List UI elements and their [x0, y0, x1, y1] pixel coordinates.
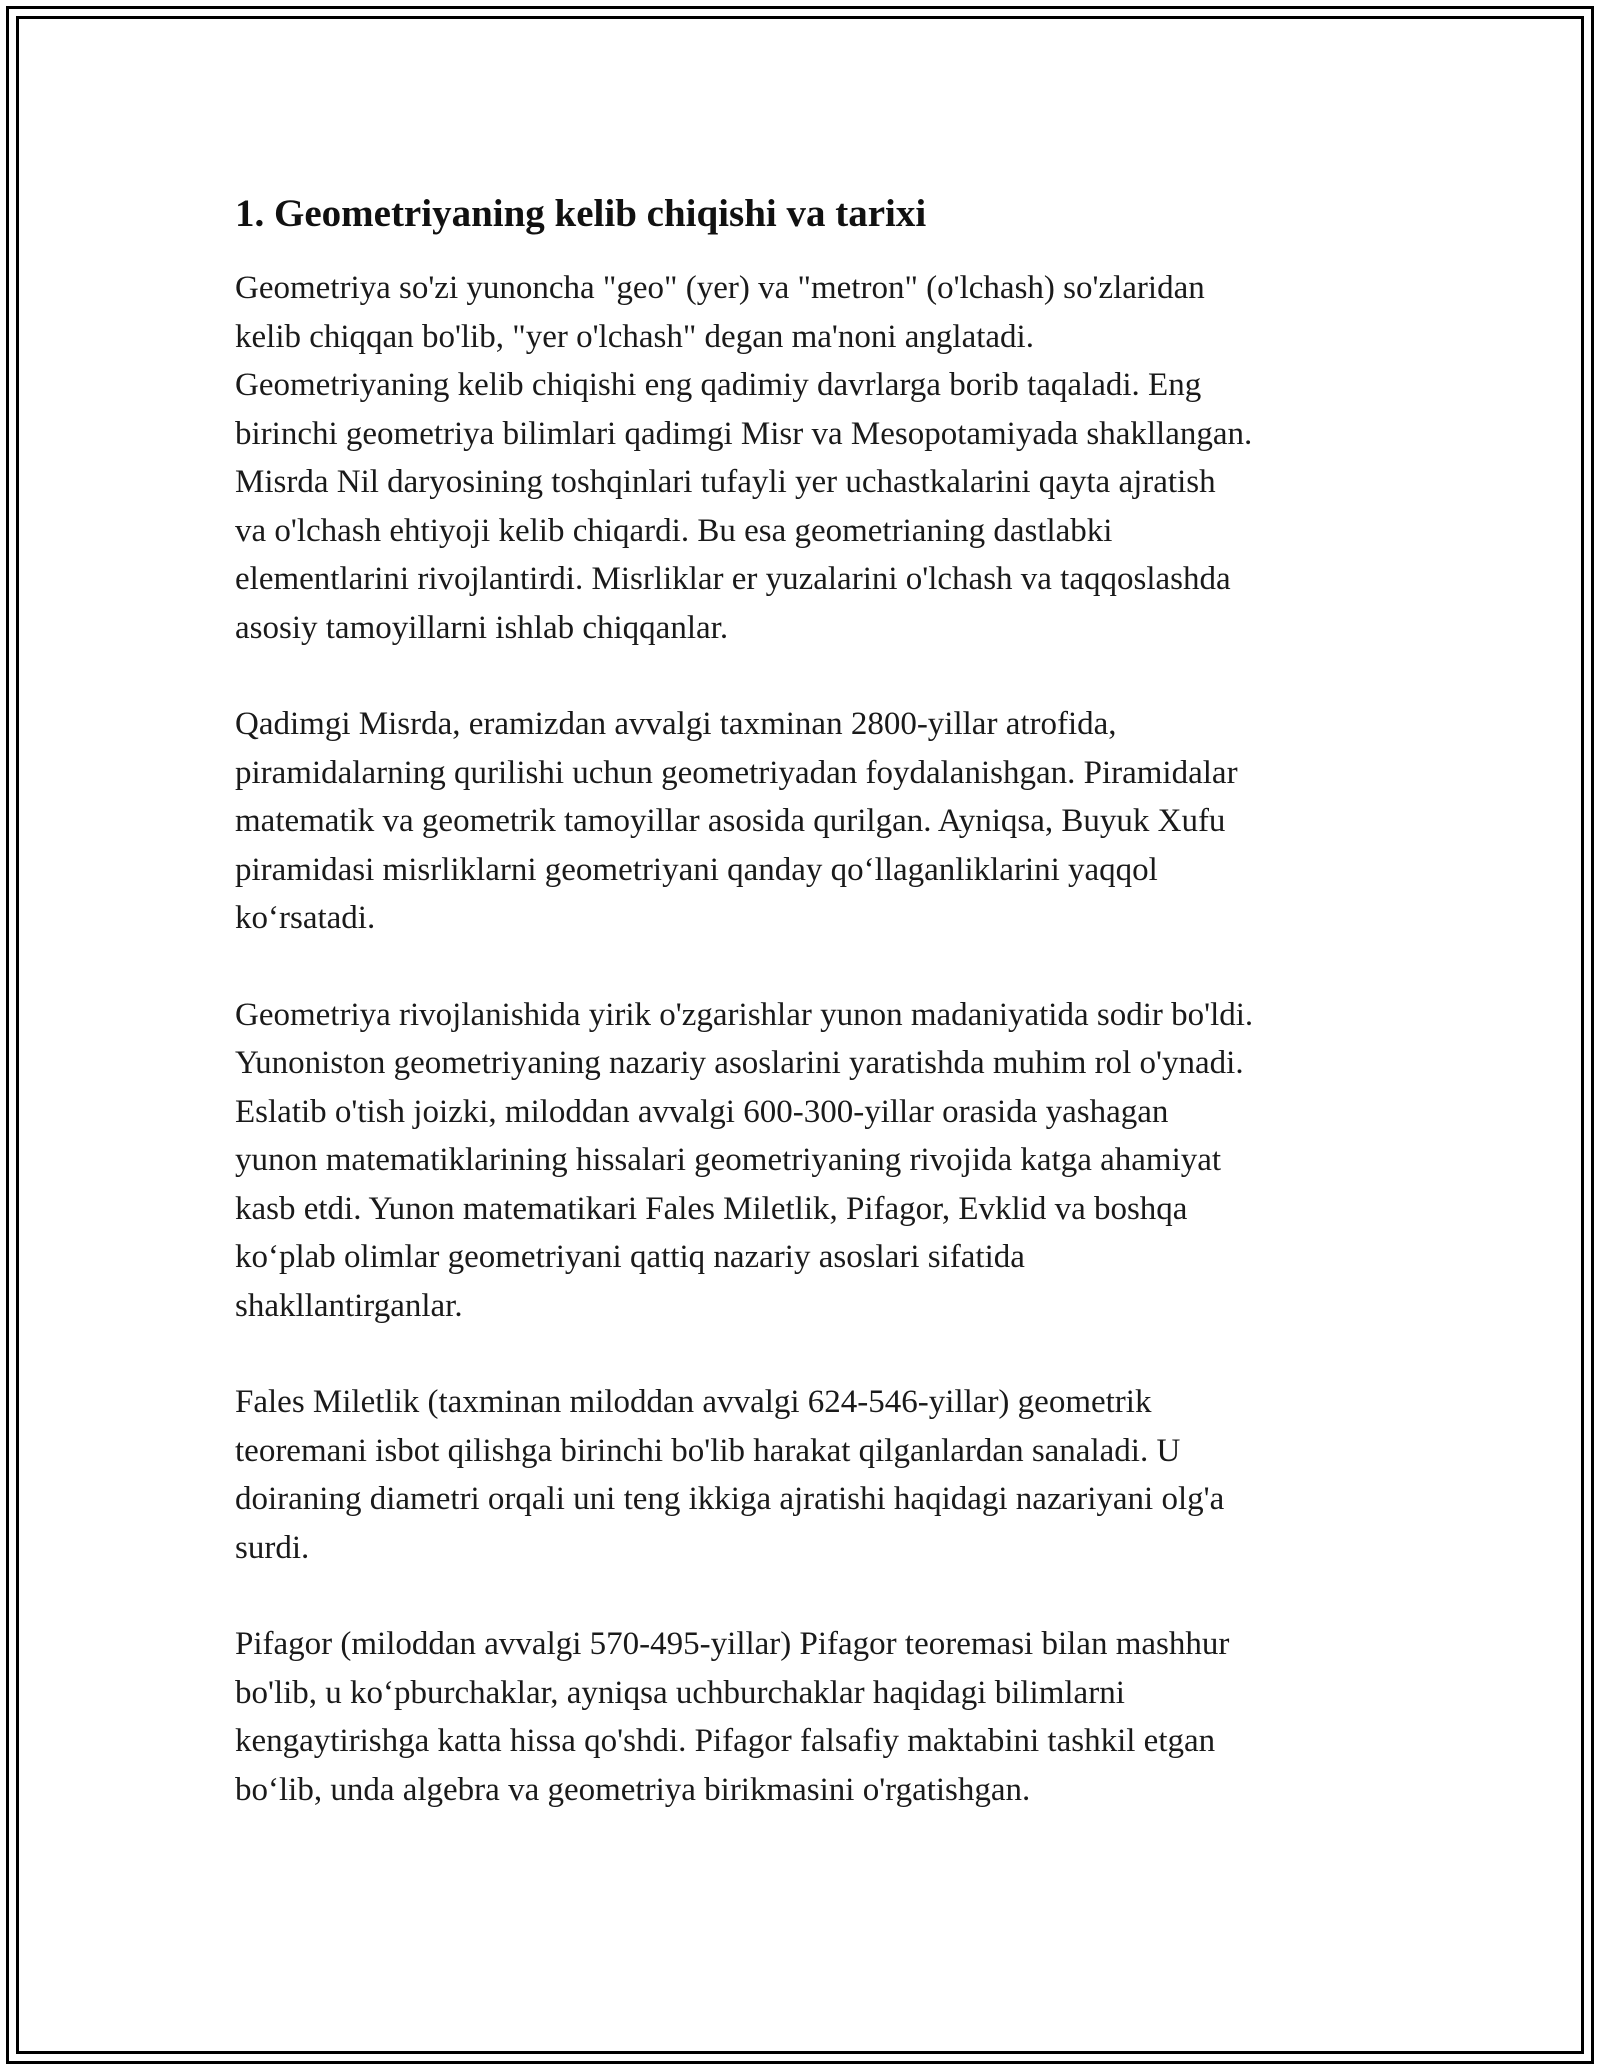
text-line: bo'lib, u ko‘pburchaklar, ayniqsa uchburchaklar haqidagi bilimlarni [235, 1674, 1125, 1711]
text-line: va o'lchash ehtiyoji kelib chiqardi. Bu esa geometrianing dastlabki [235, 512, 1113, 549]
paragraph-gap [235, 943, 1385, 991]
text-line: doiraning diametri orqali uni teng ikkiga ajratishi haqidagi nazariyani olg'a [235, 1481, 1225, 1517]
text-line: kasb etdi. Yunon matematikari Fales Miletlik, Pifagor, Evklid va boshqa [235, 1190, 1188, 1227]
text-line: ko‘rsatadi. [235, 900, 376, 936]
paragraph-4 [235, 1378, 1385, 1572]
text-line: Misrda Nil daryosining toshqinlari tufayli yer uchastkalarini qayta ajratish [235, 464, 1216, 500]
text-line: shakllantirganlar. [235, 1287, 463, 1324]
text-line: Geometriya rivojlanishida yirik o'zgarishlar yunon madaniyatida sodir bo'ldi. [235, 996, 1254, 1033]
paragraph-gap [235, 1330, 1385, 1378]
text-line: matematik va geometrik tamoyillar asosida qurilgan. Ayniqsa, Buyuk Xufu [235, 803, 1226, 839]
text-line: birinchi geometriya bilimlari qadimgi Misr va Mesopotamiyada shakllangan. [235, 415, 1253, 452]
text-line: bo‘lib, unda algebra va geometriya birikmasini o'rgatishgan. [235, 1771, 1031, 1808]
text-line: Pifagor (miloddan avvalgi 570-495-yillar) Pifagor teoremasi bilan mashhur [235, 1626, 1230, 1662]
text-line: yunon matematiklarining hissalari geometriyaning rivojida katga ahamiyat [235, 1142, 1222, 1178]
text-line: surdi. [235, 1529, 310, 1566]
text-line: piramidasi misrliklarni geometriyani qanday qo‘llaganliklarini yaqqol [235, 851, 1158, 888]
paragraph-5 [235, 1620, 1385, 1814]
text-line: kelib chiqqan bo'lib, "yer o'lchash" degan ma'noni anglatadi. [235, 318, 1034, 355]
paragraph-gap [235, 652, 1385, 700]
text-line: elementlarini rivojlantirdi. Misrliklar er yuzalarini o'lchash va taqqoslashda [235, 561, 1231, 597]
paragraph-2 [235, 700, 1385, 943]
text-line: kengaytirishga katta hissa qo'shdi. Pifagor falsafiy maktabini tashkil etgan [235, 1723, 1216, 1759]
text-line: Eslatib o'tish joizki, miloddan avvalgi 600-300-yillar orasida yashagan [235, 1093, 1169, 1130]
text-line: Fales Miletlik (taxminan miloddan avvalgi 624-546-yillar) geometrik [235, 1384, 1152, 1420]
text-line: piramidalarning qurilishi uchun geometriyadan foydalanishgan. Piramidalar [235, 754, 1238, 791]
paragraph-gap [235, 1572, 1385, 1620]
paragraph-3 [235, 991, 1385, 1331]
text-line: Qadimgi Misrda, eramizdan avvalgi taxminan 2800-yillar atrofida, [235, 706, 1117, 742]
text-line: ko‘plab olimlar geometriyani qattiq nazariy asoslari sifatida [235, 1239, 1025, 1275]
text-line: Geometriyaning kelib chiqishi eng qadimiy davrlarga borib taqaladi. Eng [235, 367, 1202, 403]
text-line: Yunoniston geometriyaning nazariy asoslarini yaratishda muhim rol o'ynadi. [235, 1045, 1244, 1081]
text-line: asosiy tamoyillarni ishlab chiqqanlar. [235, 609, 729, 646]
paragraph-1 [235, 264, 1385, 652]
text-line: teoremani isbot qilishga birinchi bo'lib harakat qilganlardan sanaladi. U [235, 1432, 1181, 1469]
document-body [235, 184, 1385, 1814]
text-line: Geometriya so'zi yunoncha "geo" (yer) va "metron" (o'lchash) so'zlaridan [235, 270, 1205, 306]
section-heading: 1. Geometriyaning kelib chiqishi va tarixi [235, 192, 927, 235]
